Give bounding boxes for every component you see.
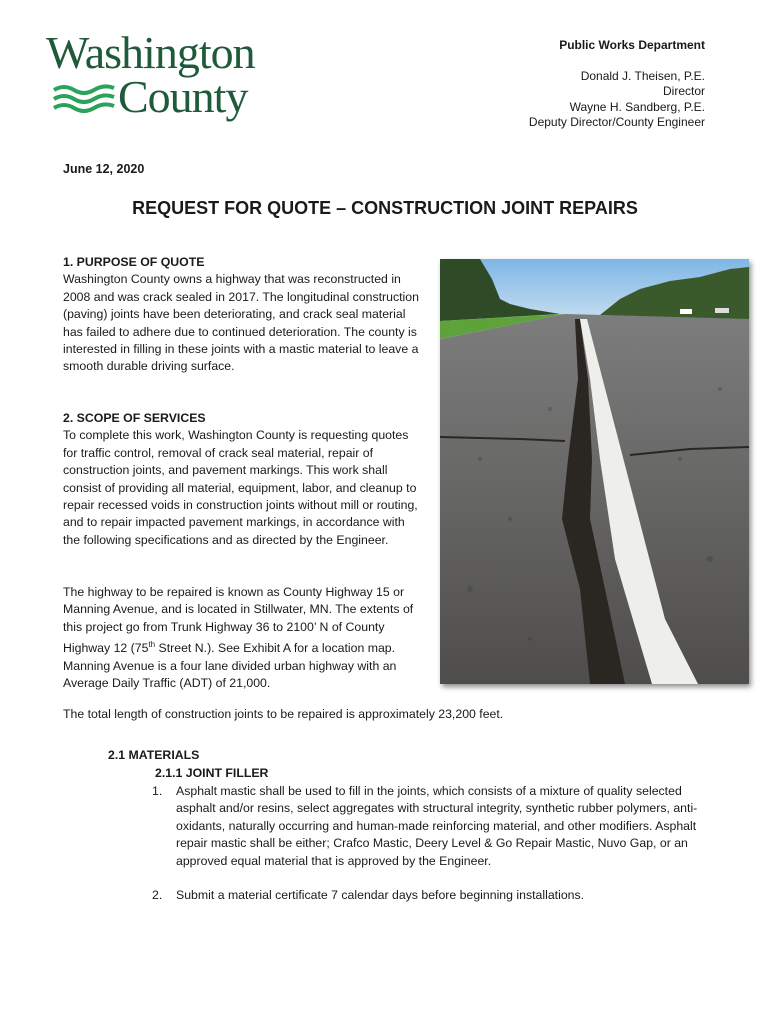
section-scope <box>63 410 425 549</box>
director-name: Donald J. Theisen, P.E. <box>580 68 705 83</box>
logo-waves-icon <box>52 82 116 116</box>
list-item-text: Asphalt mastic shall be used to fill in the joints, which consists of a mixture of quality selected asphalt and/or resins, select aggregates with structural integrity, synthetic rubber polymers, anti-oxidants, naturally occurring and human-made reinforcing material, and other modifiers. Asphalt repair mastic shall be either; Crafco Mastic, Deery Level & Go Repair Mastic, Nuvo Gap, or an approved equal material that is approved by the Engineer. <box>176 784 698 868</box>
total-length-statement: The total length of construction joints to be repaired is approximately 23,200 feet. <box>63 707 504 721</box>
list-item-number: 1. <box>152 784 163 798</box>
document-date: June 12, 2020 <box>63 162 145 176</box>
section-scope-location <box>63 584 425 693</box>
location-text-b: Street N.). See Exhibit A for a location map. Manning Avenue is a four lane divided urban highway with an Average Daily Traffic (ADT) of 21,000. <box>63 641 397 691</box>
list-item-number: 2. <box>152 888 163 902</box>
materials-heading: 2.1 MATERIALS <box>108 748 200 762</box>
director-title: Director <box>662 84 705 98</box>
section-purpose-heading: 1. PURPOSE OF QUOTE <box>63 255 205 269</box>
deputy-title: Deputy Director/County Engineer <box>528 115 705 129</box>
washington-county-logo <box>46 27 266 122</box>
list-item <box>152 783 712 871</box>
section-purpose <box>63 254 425 376</box>
logo-text-washington: Washington <box>46 27 255 78</box>
road-joint-photo <box>440 259 749 684</box>
deputy-name: Wayne H. Sandberg, P.E. <box>569 99 705 114</box>
joint-filler-heading: 2.1.1 JOINT FILLER <box>155 766 269 780</box>
location-text-a: The highway to be repaired is known as County Highway 15 or Manning Avenue, and is located in Stillwater, MN. The extents of this project go from Trunk Highway 36 to 2100’ N of County Highway 12 (75 <box>63 585 414 656</box>
list-item <box>152 887 712 905</box>
section-purpose-body: Washington County owns a highway that was reconstructed in 2008 and was crack sealed in 2017. The longitudinal construction (paving) joints have been deteriorating, and crack seal material has failed to adhere due to continued deterioration. The county is interested in filling in these joints with a mastic material to leave a smooth durable driving surface. <box>63 272 419 374</box>
section-scope-body: To complete this work, Washington County is requesting quotes for traffic control, removal of crack seal material, repair of construction joints, and pavement markings. This work shall consist of providing all material, equipment, labor, and cleanup to repair recessed voids in construction joints without mill or routing, and to repair impacted pavement markings, in accordance with the following specifications and as directed by the Engineer. <box>63 428 418 547</box>
location-superscript: th <box>148 640 156 650</box>
department-header <box>529 38 705 131</box>
document-title: REQUEST FOR QUOTE – CONSTRUCTION JOINT REPAIRS <box>132 198 638 218</box>
logo-text-county: County <box>118 71 248 122</box>
department-name: Public Works Department <box>559 38 705 52</box>
road-photo-illustration <box>440 259 749 684</box>
section-scope-heading: 2. SCOPE OF SERVICES <box>63 411 206 425</box>
list-item-text: Submit a material certificate 7 calendar days before beginning installations. <box>176 888 585 902</box>
